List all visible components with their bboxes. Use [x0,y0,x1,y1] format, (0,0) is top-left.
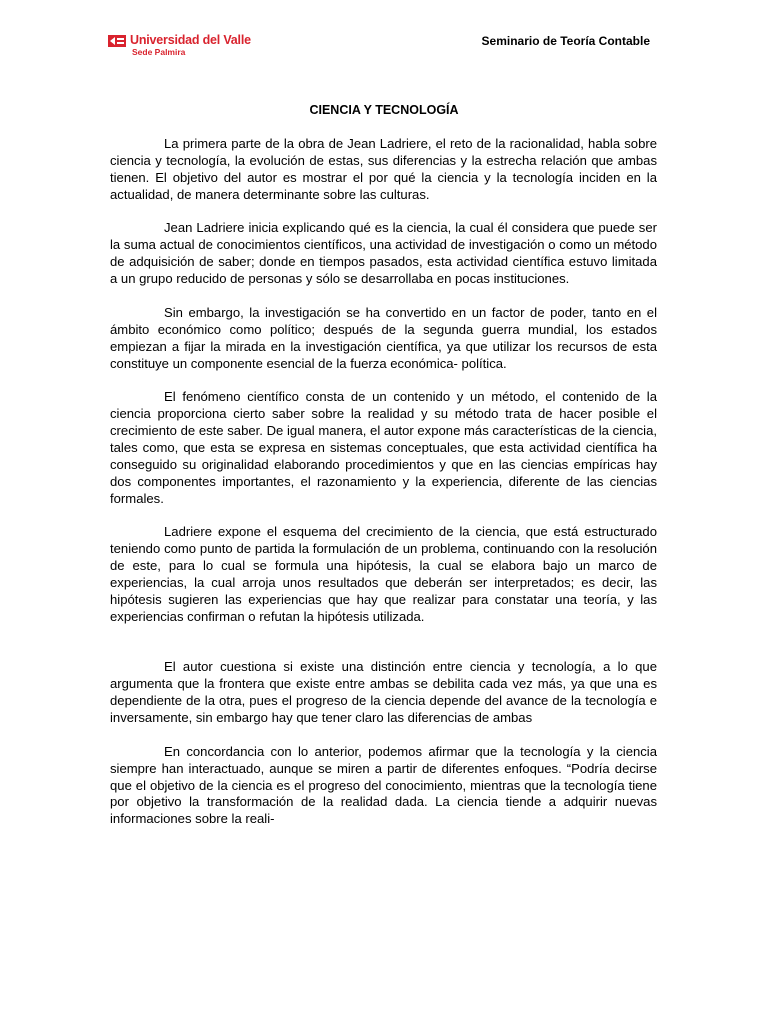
paragraph: Sin embargo, la investigación se ha convertido en un factor de poder, tanto en el ámbito económico como político; después de la segunda guerra mundial, los estados empiezan a fijar la mirada en la investigación científica, ya que utilizar los recursos de esta constituye un componente esencial de la fuerza económica- política. [110,304,657,371]
paragraph: En concordancia con lo anterior, podemos afirmar que la tecnología y la ciencia siempre han interactuado, aunque se miren a partir de diferentes enfoques. “Podría decirse que el objetivo de la ciencia es el progreso del conocimiento, mientras que la tecnología tiene por objetivo la transformación de la realidad dada. La ciencia tiende a adquirir nuevas informaciones sobre la reali- [110,743,657,827]
paragraph: Jean Ladriere inicia explicando qué es la ciencia, la cual él considera que puede ser la suma actual de conocimientos científicos, una actividad de investigación o como un método de adquisición de saber; donde en tiempos pasados, esta actividad científica estuvo limitada a un grupo reducido de personas y sólo se desarrollaba en pocas instituciones. [110,220,657,287]
university-logo [108,34,251,60]
page-header [108,30,660,60]
course-title: Seminario de Teoría Contable [481,34,650,48]
university-crest-icon [108,34,126,48]
paragraph: Ladriere expone el esquema del crecimiento de la ciencia, que está estructurado teniendo como punto de partida la formulación de un problema, continuando con la resolución de este, para lo cual se formula una hipótesis, la cual se elabora bajo un marco de experiencias, la cual arroja unos resultados que deberán ser interpretados; es decir, las hipótesis sugieren las experiencias que hay que realizar para constatar una teoría, y las experiencias confirman o refutan la hipótesis utilizada. [110,524,657,624]
paragraph: El autor cuestiona si existe una distinción entre ciencia y tecnología, a lo que argumenta que la frontera que existe entre ambas se debilita cada vez más, ya que una es dependiente de la otra, pues el progreso de la ciencia depende del avance de la tecnología e inversamente, sin embargo hay que tener claro las diferencias de ambas [110,659,657,726]
paragraph: La primera parte de la obra de Jean Ladriere, el reto de la racionalidad, habla sobre ciencia y tecnología, la evolución de estas, sus diferencias y la estrecha relación que ambas tienen. El objetivo del autor es mostrar el por qué la ciencia y la tecnología inciden en la actualidad, de manera determinante sobre las culturas. [110,136,657,202]
document-title: CIENCIA Y TECNOLOGÍA [309,103,459,117]
university-name: Universidad del Valle [130,33,251,47]
paragraph: El fenómeno científico consta de un contenido y un método, el contenido de la ciencia proporciona cierto saber sobre la realidad y su método trata de hacer posible el crecimiento de este saber. De igual manera, el autor expone más características de la ciencia, tales como, que esta se expresa en sistemas conceptuales, que esta actividad científica ha conseguido su originalidad elaborando procedimientos y que en las ciencias empíricas hay dos componentes importantes, el razonamiento y la experiencia, diferente de las ciencias formales. [110,389,657,506]
logo-text [130,34,251,56]
campus-name: Sede Palmira [132,46,186,57]
document-body [110,136,657,845]
